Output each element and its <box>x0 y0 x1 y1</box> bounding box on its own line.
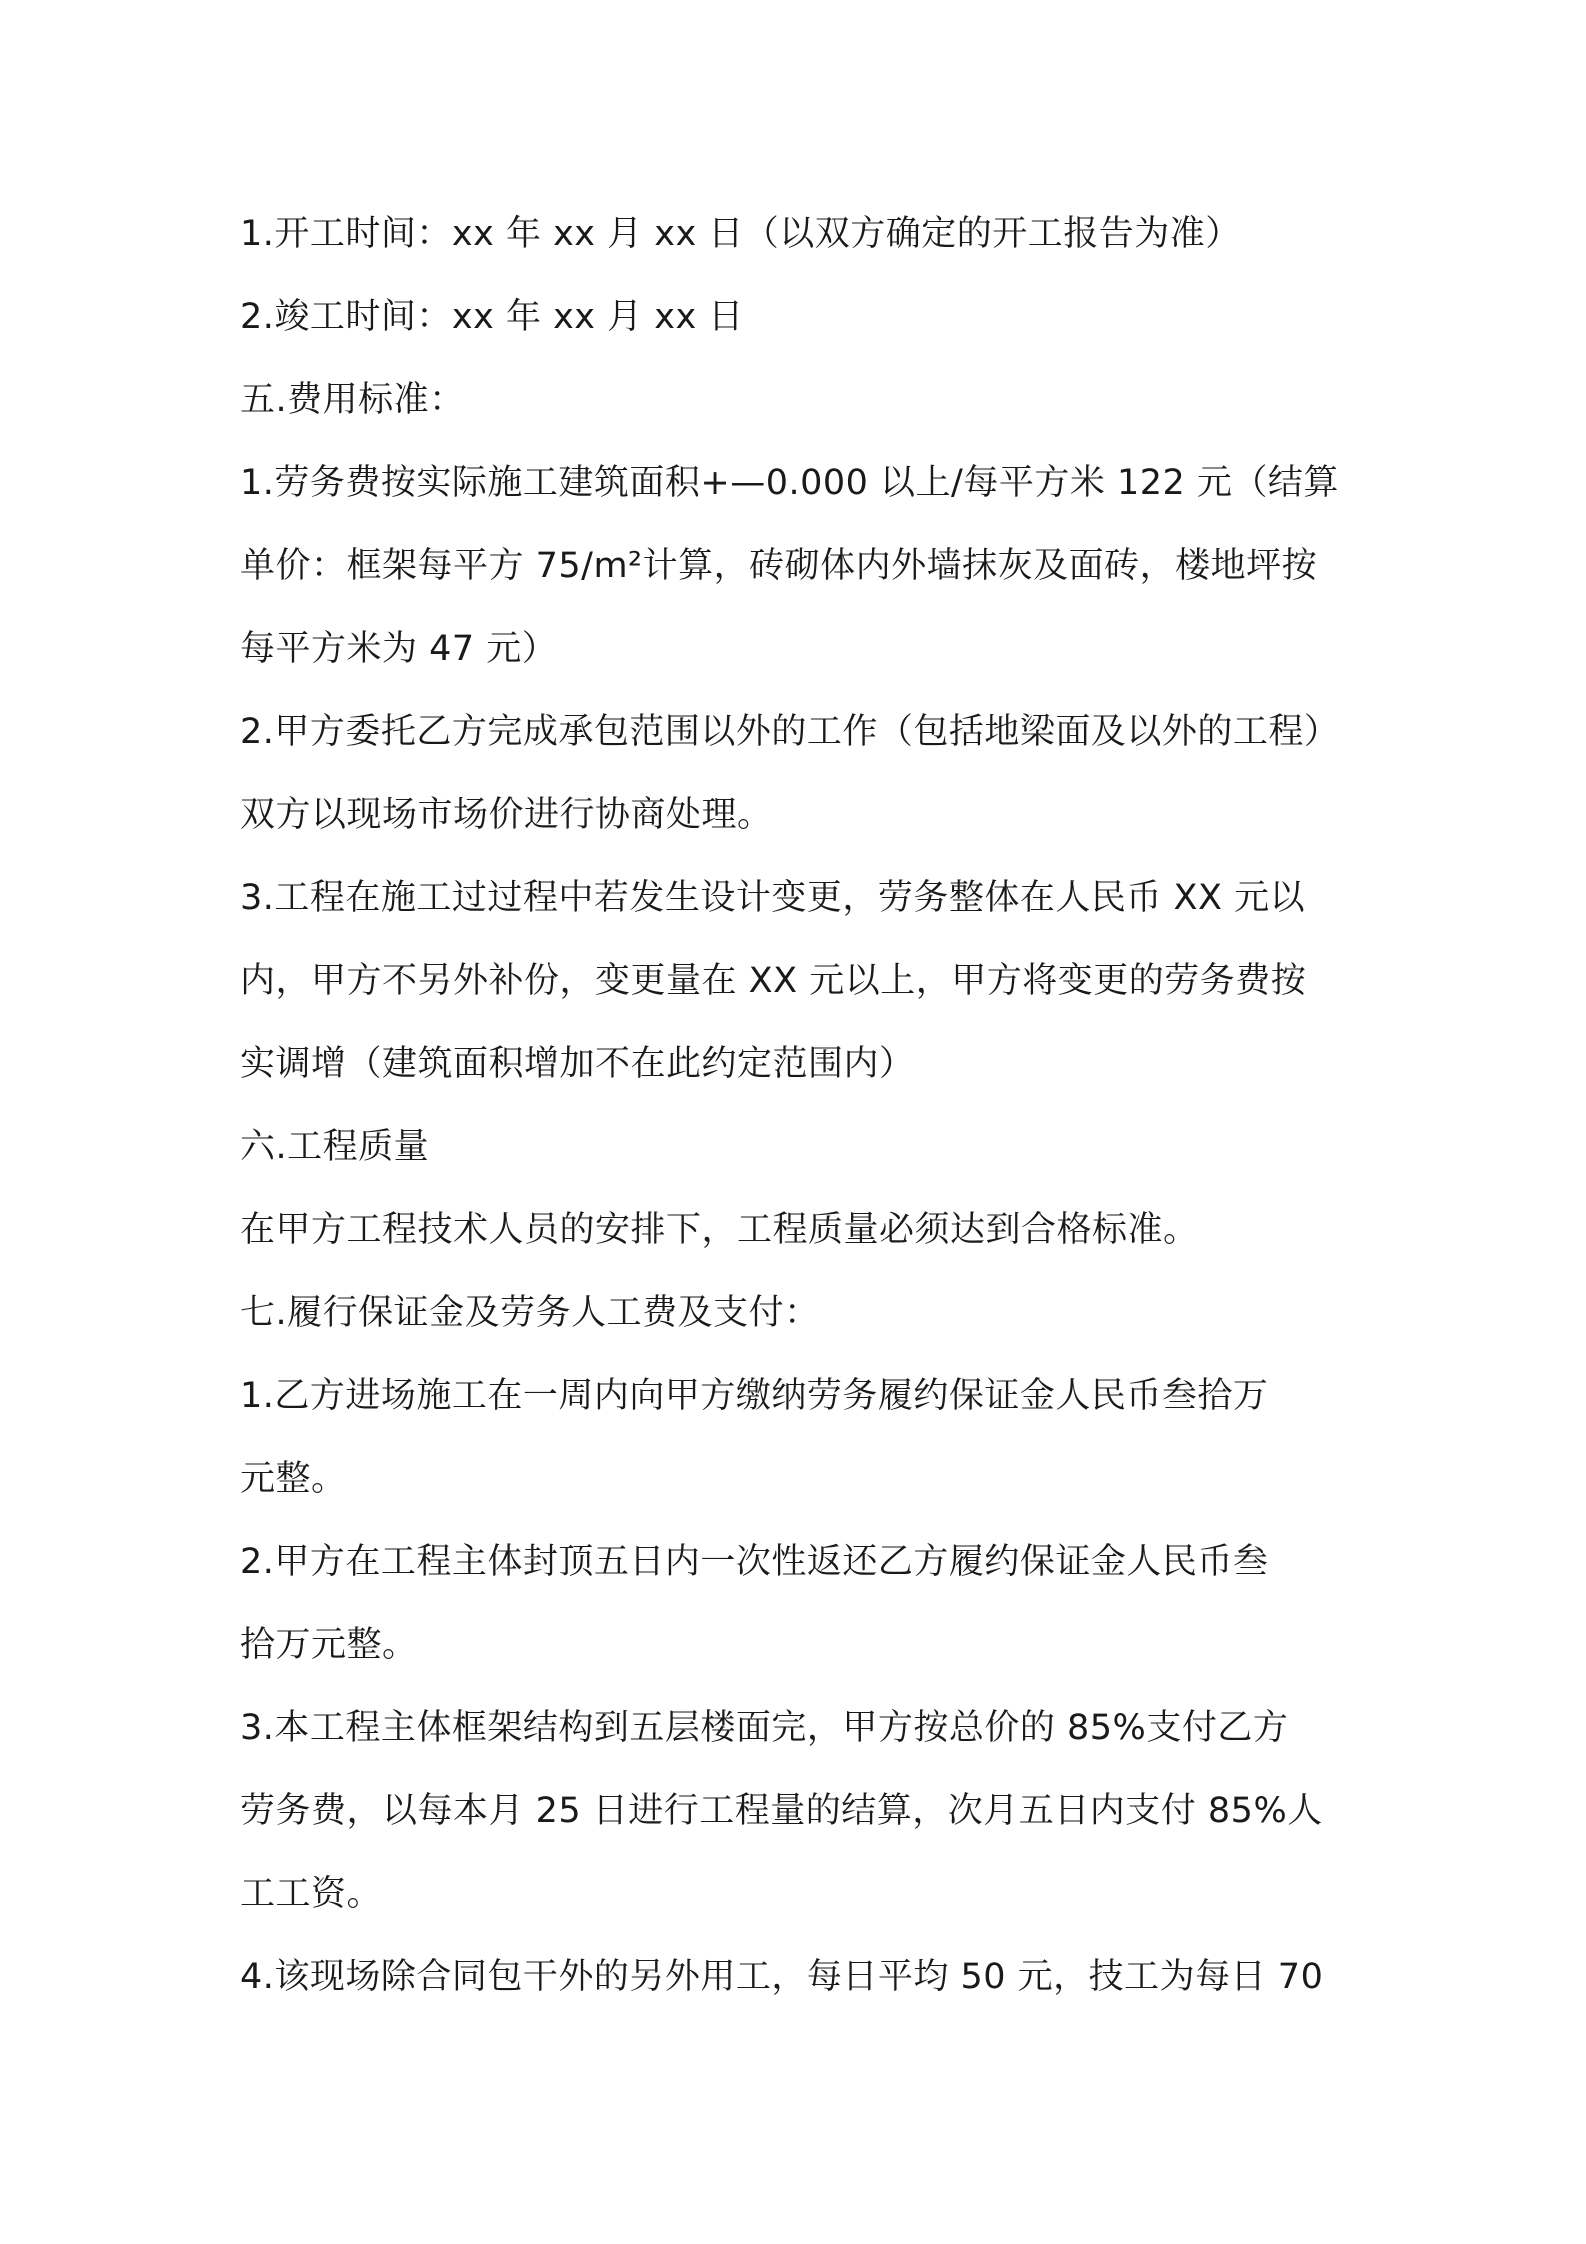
fee-clause-3-line-1: 3.工程在施工过过程中若发生设计变更，劳务整体在人民币 XX 元以 <box>240 878 1306 918</box>
completion-date-line: 2.竣工时间：xx 年 xx 月 xx 日 <box>240 297 744 337</box>
section-heading-quality: 六.工程质量 <box>240 1127 430 1167</box>
payment-clause-2-line-1: 2.甲方在工程主体封顶五日内一次性返还乙方履约保证金人民币叁 <box>240 1542 1269 1582</box>
fee-clause-3-line-3: 实调增（建筑面积增加不在此约定范围内） <box>240 1044 915 1084</box>
payment-clause-3-line-3: 工工资。 <box>240 1874 383 1914</box>
document-body <box>240 193 1360 2019</box>
payment-clause-3-line-2: 劳务费，以每本月 25 日进行工程量的结算，次月五日内支付 85%人 <box>240 1791 1323 1831</box>
payment-clause-2-line-2: 拾万元整。 <box>240 1625 418 1665</box>
payment-clause-3-line-1: 3.本工程主体框架结构到五层楼面完，甲方按总价的 85%支付乙方 <box>240 1708 1289 1748</box>
payment-clause-1-line-2: 元整。 <box>240 1459 347 1499</box>
fee-clause-2-line-1: 2.甲方委托乙方完成承包范围以外的工作（包括地梁面及以外的工程） <box>240 712 1340 752</box>
fee-clause-1-line-2: 单价：框架每平方 75/m²计算，砖砌体内外墙抹灰及面砖，楼地坪按 <box>240 546 1318 586</box>
payment-clause-4-line-1: 4.该现场除合同包干外的另外用工，每日平均 50 元，技工为每日 70 <box>240 1957 1324 1997</box>
fee-clause-1-line-3: 每平方米为 47 元） <box>240 629 558 669</box>
quality-clause-line: 在甲方工程技术人员的安排下，工程质量必须达到合格标准。 <box>240 1210 1199 1250</box>
section-heading-fee-standard: 五.费用标准： <box>240 380 465 420</box>
section-heading-deposit-payment: 七.履行保证金及劳务人工费及支付： <box>240 1293 820 1333</box>
fee-clause-1-line-1: 1.劳务费按实际施工建筑面积+—0.000 以上/每平方米 122 元（结算 <box>240 463 1339 503</box>
start-date-line: 1.开工时间：xx 年 xx 月 xx 日（以双方确定的开工报告为准） <box>240 214 1241 254</box>
fee-clause-2-line-2: 双方以现场市场价进行协商处理。 <box>240 795 773 835</box>
fee-clause-3-line-2: 内，甲方不另外补份，变更量在 XX 元以上，甲方将变更的劳务费按 <box>240 961 1307 1001</box>
payment-clause-1-line-1: 1.乙方进场施工在一周内向甲方缴纳劳务履约保证金人民币叁拾万 <box>240 1376 1269 1416</box>
